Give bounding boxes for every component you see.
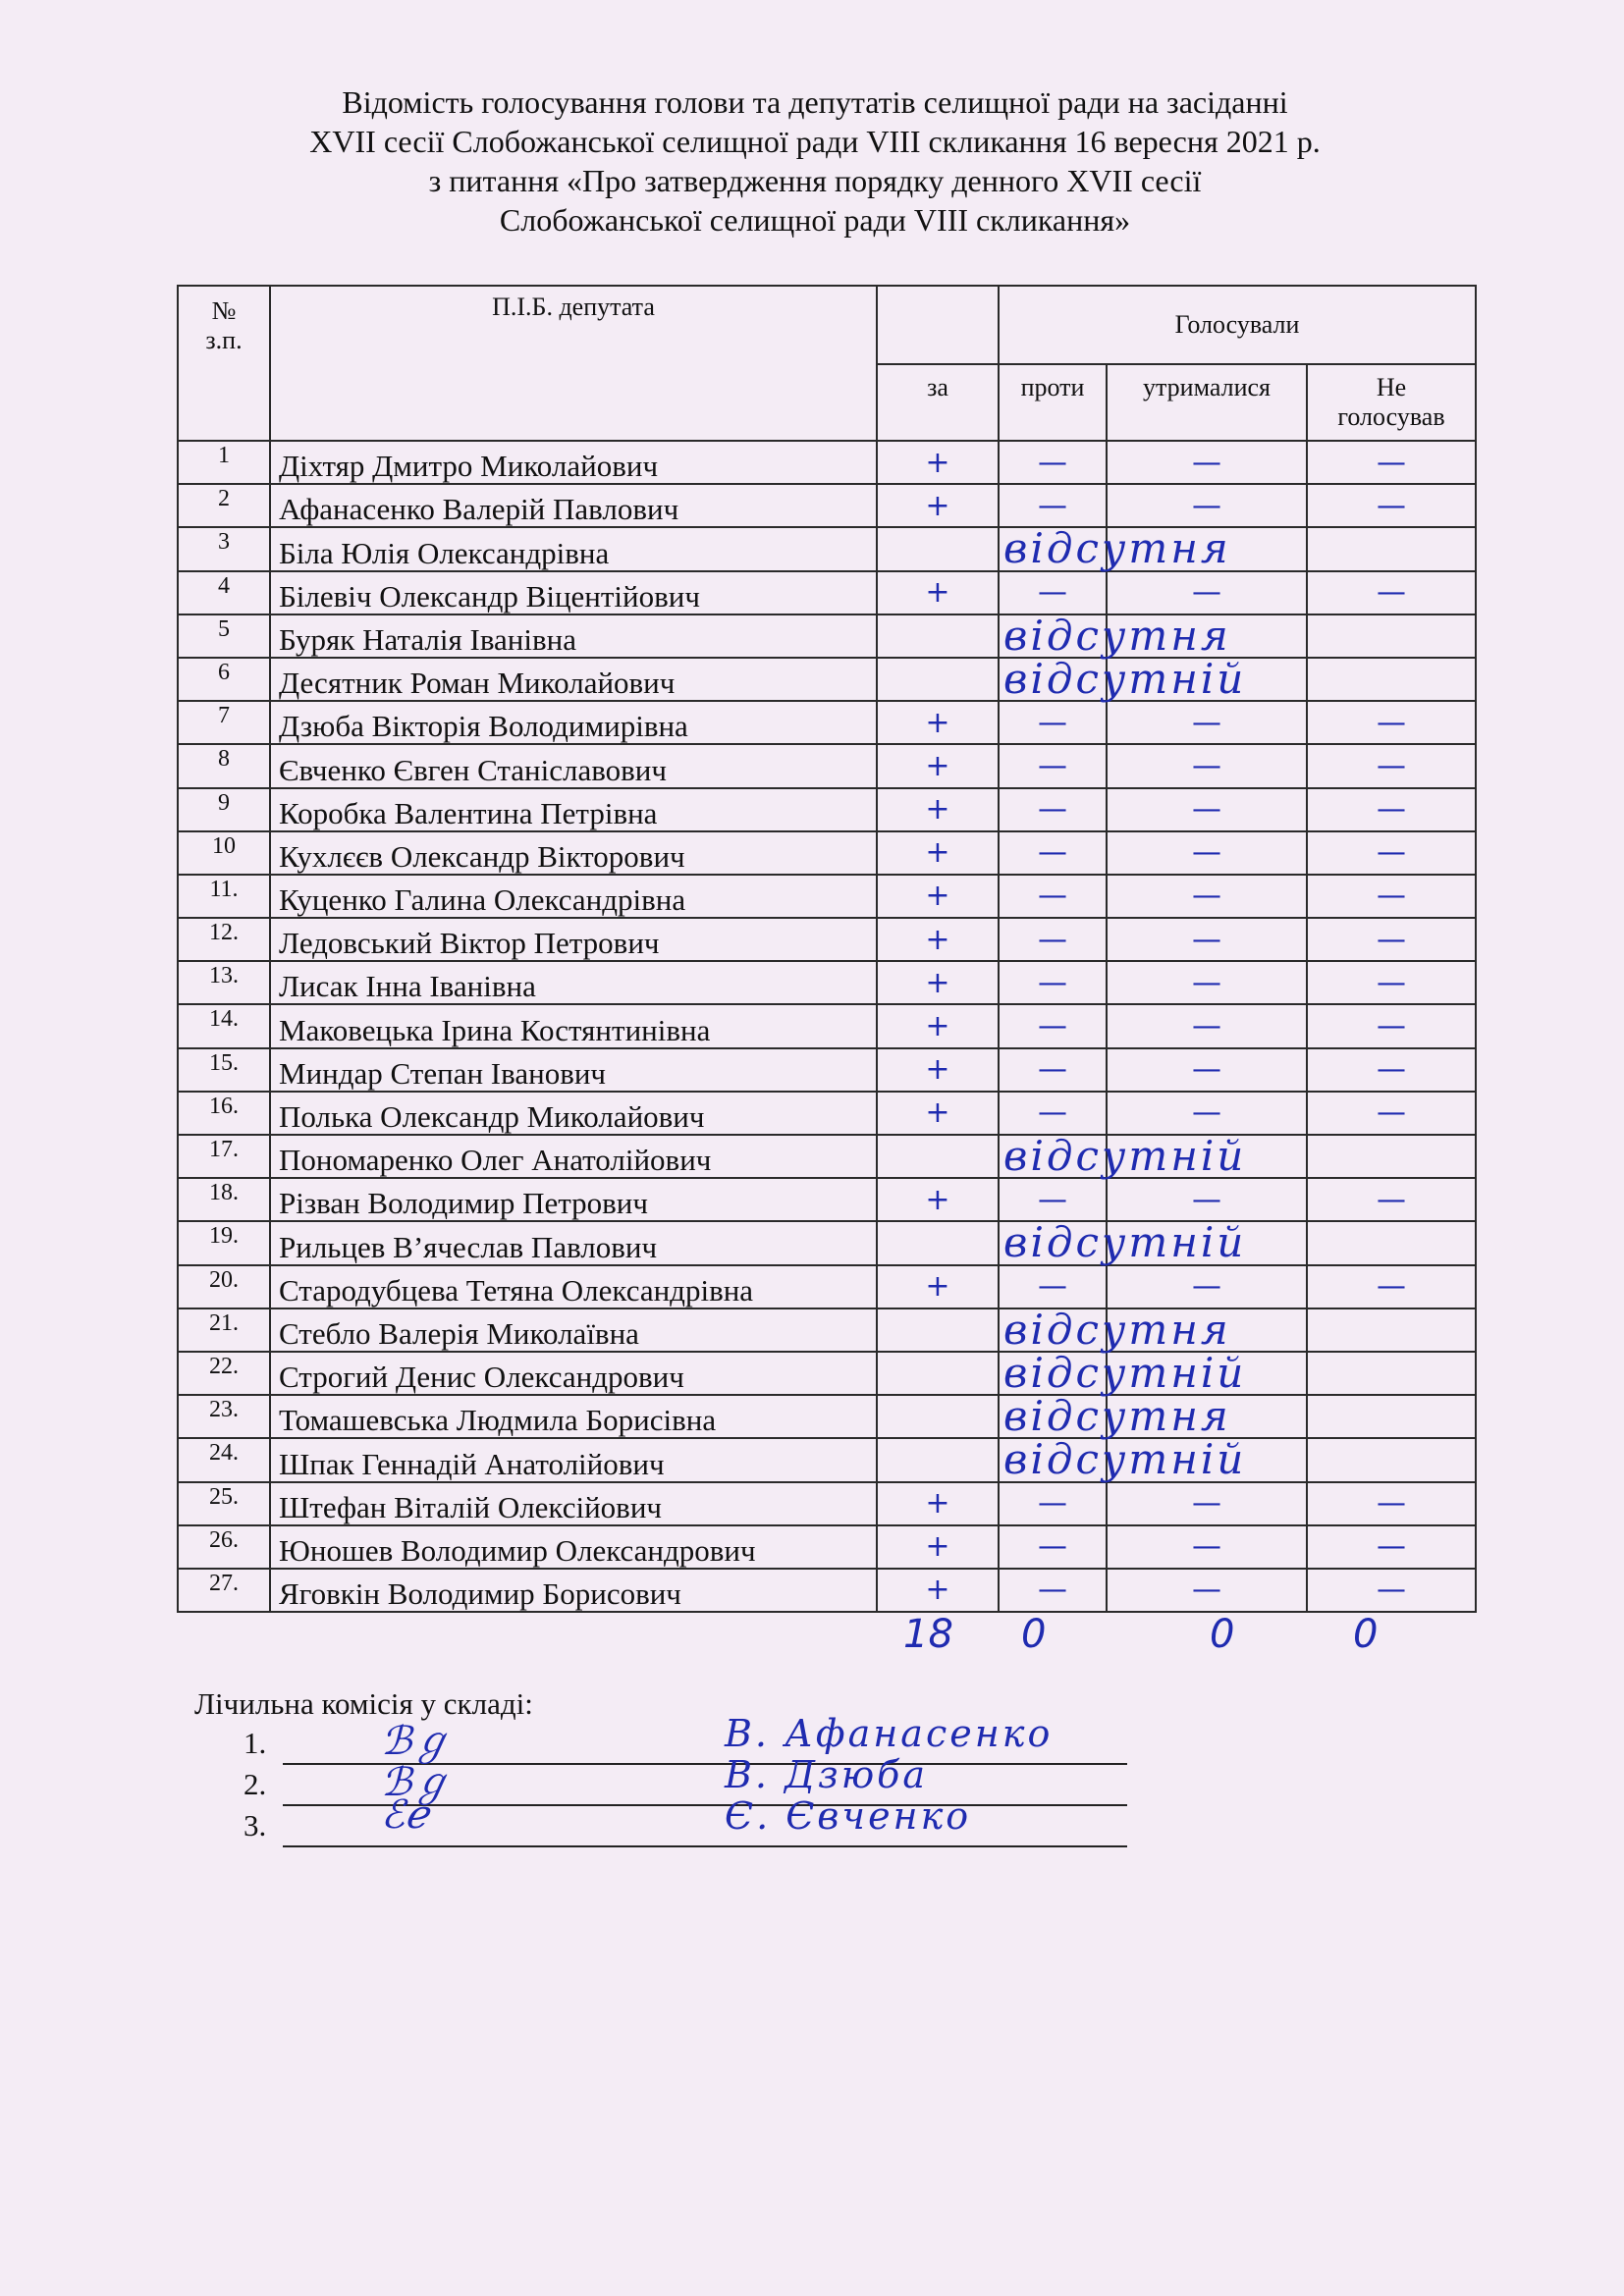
- row-number: 19.: [178, 1221, 270, 1264]
- row-number: 7: [178, 701, 270, 744]
- vote-za: +: [877, 1525, 999, 1569]
- table-row: [178, 614, 1476, 658]
- vote-ne-holosuvav: —: [1307, 1092, 1476, 1135]
- header-voted-group: Голосували: [999, 286, 1476, 364]
- vote-proty: —: [999, 701, 1107, 744]
- vote-utrymalysia: —: [1107, 831, 1307, 875]
- vote-za: +: [877, 744, 999, 787]
- vote-za: [877, 1135, 999, 1178]
- row-number: 20.: [178, 1265, 270, 1308]
- vote-utrymalysia: —: [1107, 788, 1307, 831]
- row-number: 4: [178, 571, 270, 614]
- table-row: [178, 484, 1476, 527]
- table-row: [178, 527, 1476, 570]
- table-row: [178, 1221, 1476, 1264]
- absent-note: відсутній: [1003, 1435, 1247, 1484]
- member-number: 1.: [244, 1726, 267, 1760]
- vote-proty: [999, 1435, 1247, 1484]
- vote-proty: [999, 654, 1247, 703]
- total-ne-holosuvav: 0: [1353, 1612, 1379, 1657]
- row-number: 15.: [178, 1048, 270, 1092]
- table-row: [178, 1395, 1476, 1438]
- vote-za: +: [877, 1092, 999, 1135]
- deputy-name: Дзюба Вікторія Володимирівна: [270, 701, 877, 744]
- vote-proty: —: [999, 1004, 1107, 1047]
- deputy-name: Стебло Валерія Миколаївна: [270, 1308, 877, 1352]
- row-number: 13.: [178, 961, 270, 1004]
- title-line-4: Слобожанської селищної ради VIII скликання»: [499, 202, 1131, 238]
- signature: ℰℯ: [381, 1792, 428, 1838]
- table-row: [178, 1135, 1476, 1178]
- vote-proty: [999, 1348, 1247, 1397]
- table-row: [178, 1178, 1476, 1221]
- table-row: [178, 1525, 1476, 1569]
- deputy-name: Шпак Геннадій Анатолійович: [270, 1438, 877, 1481]
- deputy-name: Полька Олександр Миколайович: [270, 1092, 877, 1135]
- member-number: 3.: [244, 1808, 267, 1842]
- vote-proty: —: [999, 1178, 1107, 1221]
- table-row: [178, 788, 1476, 831]
- vote-proty: —: [999, 1265, 1107, 1308]
- deputy-name: Євченко Євген Станіславович: [270, 744, 877, 787]
- vote-ne-holosuvav: [1307, 1221, 1476, 1264]
- table-row: [178, 961, 1476, 1004]
- vote-utrymalysia: —: [1107, 1569, 1307, 1612]
- vote-utrymalysia: —: [1107, 484, 1307, 527]
- header-number: № з.п.: [178, 286, 270, 441]
- table-row: [178, 1092, 1476, 1135]
- header-blank: [877, 286, 999, 364]
- vote-proty: —: [999, 484, 1107, 527]
- deputy-name: Миндар Степан Іванович: [270, 1048, 877, 1092]
- deputy-name: Білевіч Олександр Віцентійович: [270, 571, 877, 614]
- vote-ne-holosuvav: —: [1307, 441, 1476, 484]
- header-za: за: [877, 364, 999, 441]
- row-number: 1: [178, 441, 270, 484]
- deputy-name: Лисак Інна Іванівна: [270, 961, 877, 1004]
- table-row: [178, 1004, 1476, 1047]
- vote-za: +: [877, 788, 999, 831]
- header-utrymalysia: утрималися: [1107, 364, 1307, 441]
- vote-ne-holosuvav: [1307, 1395, 1476, 1438]
- vote-utrymalysia: —: [1107, 1004, 1307, 1047]
- vote-proty: —: [999, 1525, 1107, 1569]
- vote-ne-holosuvav: [1307, 527, 1476, 570]
- vote-proty: [999, 1132, 1247, 1180]
- deputy-name: Томашевська Людмила Борисівна: [270, 1395, 877, 1438]
- vote-ne-holosuvav: —: [1307, 1525, 1476, 1569]
- row-number: 23.: [178, 1395, 270, 1438]
- row-number: 14.: [178, 1004, 270, 1047]
- commission-member: [244, 1753, 1127, 1810]
- vote-proty: —: [999, 744, 1107, 787]
- member-name: Є. Євченко: [725, 1794, 972, 1838]
- row-number: 12.: [178, 918, 270, 961]
- total-proty: 0: [1021, 1612, 1047, 1657]
- row-number: 25.: [178, 1482, 270, 1525]
- vote-utrymalysia: —: [1107, 875, 1307, 918]
- deputy-name: Біла Юлія Олександрівна: [270, 527, 877, 570]
- vote-utrymalysia: —: [1107, 1265, 1307, 1308]
- member-number: 2.: [244, 1767, 267, 1801]
- deputy-name: Афанасенко Валерій Павлович: [270, 484, 877, 527]
- vote-ne-holosuvav: [1307, 1352, 1476, 1395]
- row-number: 3: [178, 527, 270, 570]
- deputy-name: Ледовський Віктор Петрович: [270, 918, 877, 961]
- vote-za: +: [877, 831, 999, 875]
- absent-note: відсутній: [1003, 1218, 1247, 1267]
- title-line-3: з питання «Про затвердження порядку денного XVII сесії: [428, 163, 1202, 198]
- deputy-name: Штефан Віталій Олексійович: [270, 1482, 877, 1525]
- vote-utrymalysia: —: [1107, 918, 1307, 961]
- deputy-name: Маковецька Ірина Костянтинівна: [270, 1004, 877, 1047]
- table-row: [178, 1482, 1476, 1525]
- row-number: 22.: [178, 1352, 270, 1395]
- vote-proty: [999, 524, 1231, 573]
- vote-proty: —: [999, 788, 1107, 831]
- vote-ne-holosuvav: [1307, 1438, 1476, 1481]
- deputy-name: Юношев Володимир Олександрович: [270, 1525, 877, 1569]
- vote-utrymalysia: —: [1107, 1092, 1307, 1135]
- vote-ne-holosuvav: —: [1307, 744, 1476, 787]
- deputy-name: Коробка Валентина Петрівна: [270, 788, 877, 831]
- table-row: [178, 831, 1476, 875]
- vote-utrymalysia: —: [1107, 571, 1307, 614]
- row-number: 2: [178, 484, 270, 527]
- vote-za: [877, 1438, 999, 1481]
- table-row: [178, 571, 1476, 614]
- vote-proty: [999, 1305, 1231, 1354]
- vote-proty: —: [999, 961, 1107, 1004]
- absent-note: відсутня: [1003, 524, 1231, 573]
- vote-ne-holosuvav: —: [1307, 1569, 1476, 1612]
- vote-ne-holosuvav: —: [1307, 571, 1476, 614]
- vote-ne-holosuvav: —: [1307, 1265, 1476, 1308]
- vote-proty: [999, 1218, 1247, 1267]
- deputy-name: Стародубцева Тетяна Олександрівна: [270, 1265, 877, 1308]
- signature-line: [283, 1845, 1127, 1847]
- vote-za: +: [877, 484, 999, 527]
- table-row: [178, 658, 1476, 701]
- vote-za: +: [877, 961, 999, 1004]
- vote-proty: —: [999, 875, 1107, 918]
- vote-ne-holosuvav: —: [1307, 961, 1476, 1004]
- vote-za: +: [877, 918, 999, 961]
- vote-za: [877, 527, 999, 570]
- table-row: [178, 918, 1476, 961]
- vote-ne-holosuvav: —: [1307, 875, 1476, 918]
- vote-za: +: [877, 701, 999, 744]
- deputy-name: Кухлєєв Олександр Вікторович: [270, 831, 877, 875]
- vote-za: +: [877, 1265, 999, 1308]
- vote-za: [877, 1308, 999, 1352]
- title-line-2: XVII сесії Слобожанської селищної ради VIII скликання 16 вересня 2021 р.: [309, 124, 1321, 159]
- vote-ne-holosuvav: [1307, 614, 1476, 658]
- total-za: 18: [903, 1612, 953, 1657]
- row-number: 6: [178, 658, 270, 701]
- vote-utrymalysia: —: [1107, 701, 1307, 744]
- row-number: 17.: [178, 1135, 270, 1178]
- vote-utrymalysia: —: [1107, 1048, 1307, 1092]
- vote-za: [877, 614, 999, 658]
- row-number: 9: [178, 788, 270, 831]
- vote-proty: —: [999, 1048, 1107, 1092]
- header-ne-holosuvav: Не голосував: [1307, 364, 1476, 441]
- table-row: [178, 1569, 1476, 1612]
- absent-note: відсутній: [1003, 1348, 1247, 1397]
- table-row: [178, 1048, 1476, 1092]
- vote-proty: —: [999, 918, 1107, 961]
- table-row: [178, 744, 1476, 787]
- deputy-name: Строгий Денис Олександрович: [270, 1352, 877, 1395]
- deputy-name: Пономаренко Олег Анатолійович: [270, 1135, 877, 1178]
- commission-label: Лічильна комісія у складі:: [194, 1686, 533, 1721]
- vote-za: +: [877, 1004, 999, 1047]
- deputy-name: Діхтяр Дмитро Миколайович: [270, 441, 877, 484]
- vote-za: +: [877, 1048, 999, 1092]
- deputy-name: Рильцев В’ячеслав Павлович: [270, 1221, 877, 1264]
- vote-proty: [999, 611, 1231, 660]
- title-line-1: Відомість голосування голови та депутатів селищної ради на засіданні: [342, 84, 1288, 120]
- vote-za: +: [877, 875, 999, 918]
- vote-za: +: [877, 571, 999, 614]
- table-row: [178, 1308, 1476, 1352]
- vote-proty: —: [999, 441, 1107, 484]
- vote-utrymalysia: —: [1107, 1525, 1307, 1569]
- table-row: [178, 1265, 1476, 1308]
- vote-ne-holosuvav: —: [1307, 1004, 1476, 1047]
- vote-za: +: [877, 441, 999, 484]
- row-number: 21.: [178, 1308, 270, 1352]
- vote-ne-holosuvav: —: [1307, 788, 1476, 831]
- vote-za: [877, 658, 999, 701]
- table-row: [178, 875, 1476, 918]
- vote-proty: —: [999, 1482, 1107, 1525]
- vote-ne-holosuvav: [1307, 658, 1476, 701]
- deputy-name: Куценко Галина Олександрівна: [270, 875, 877, 918]
- vote-za: [877, 1352, 999, 1395]
- vote-ne-holosuvav: —: [1307, 484, 1476, 527]
- row-number: 5: [178, 614, 270, 658]
- absent-note: відсутній: [1003, 1132, 1247, 1180]
- vote-za: +: [877, 1178, 999, 1221]
- absent-note: відсутня: [1003, 611, 1231, 660]
- table-row: [178, 441, 1476, 484]
- deputy-name: Різван Володимир Петрович: [270, 1178, 877, 1221]
- voting-rows: [178, 441, 1476, 1612]
- row-number: 11.: [178, 875, 270, 918]
- vote-proty: —: [999, 571, 1107, 614]
- vote-proty: [999, 1392, 1231, 1441]
- vote-utrymalysia: —: [1107, 441, 1307, 484]
- vote-za: [877, 1395, 999, 1438]
- row-number: 18.: [178, 1178, 270, 1221]
- vote-utrymalysia: —: [1107, 744, 1307, 787]
- vote-proty: —: [999, 831, 1107, 875]
- vote-ne-holosuvav: —: [1307, 918, 1476, 961]
- vote-za: [877, 1221, 999, 1264]
- signature: ℬℊ: [381, 1719, 452, 1764]
- absent-note: відсутня: [1003, 1392, 1231, 1441]
- signature: ℬℊ: [381, 1760, 452, 1805]
- table-row: [178, 701, 1476, 744]
- vote-ne-holosuvav: —: [1307, 701, 1476, 744]
- absent-note: відсутній: [1003, 654, 1247, 703]
- vote-utrymalysia: —: [1107, 1178, 1307, 1221]
- row-number: 26.: [178, 1525, 270, 1569]
- commission-member: [244, 1712, 1127, 1769]
- vote-ne-holosuvav: —: [1307, 831, 1476, 875]
- vote-za: +: [877, 1569, 999, 1612]
- vote-proty: —: [999, 1092, 1107, 1135]
- row-number: 16.: [178, 1092, 270, 1135]
- vote-ne-holosuvav: —: [1307, 1048, 1476, 1092]
- deputy-name: Буряк Наталія Іванівна: [270, 614, 877, 658]
- member-name: В. Дзюба: [725, 1753, 929, 1796]
- vote-ne-holosuvav: [1307, 1135, 1476, 1178]
- page-title: [177, 82, 1453, 240]
- vote-ne-holosuvav: —: [1307, 1482, 1476, 1525]
- vote-ne-holosuvav: [1307, 1308, 1476, 1352]
- absent-note: відсутня: [1003, 1305, 1231, 1354]
- commission-member: [244, 1792, 1127, 1851]
- vote-za: +: [877, 1482, 999, 1525]
- member-name: В. Афанасенко: [725, 1712, 1054, 1755]
- row-number: 24.: [178, 1438, 270, 1481]
- table-row: [178, 1352, 1476, 1395]
- vote-ne-holosuvav: —: [1307, 1178, 1476, 1221]
- row-number: 8: [178, 744, 270, 787]
- vote-proty: —: [999, 1569, 1107, 1612]
- voting-table: [177, 285, 1477, 1613]
- header-proty: проти: [999, 364, 1107, 441]
- vote-utrymalysia: —: [1107, 1482, 1307, 1525]
- header-name: П.І.Б. депутата: [270, 286, 877, 441]
- vote-utrymalysia: —: [1107, 961, 1307, 1004]
- row-number: 10: [178, 831, 270, 875]
- table-row: [178, 1438, 1476, 1481]
- deputy-name: Яговкін Володимир Борисович: [270, 1569, 877, 1612]
- row-number: 27.: [178, 1569, 270, 1612]
- deputy-name: Десятник Роман Миколайович: [270, 658, 877, 701]
- total-utrymalysia: 0: [1210, 1612, 1235, 1657]
